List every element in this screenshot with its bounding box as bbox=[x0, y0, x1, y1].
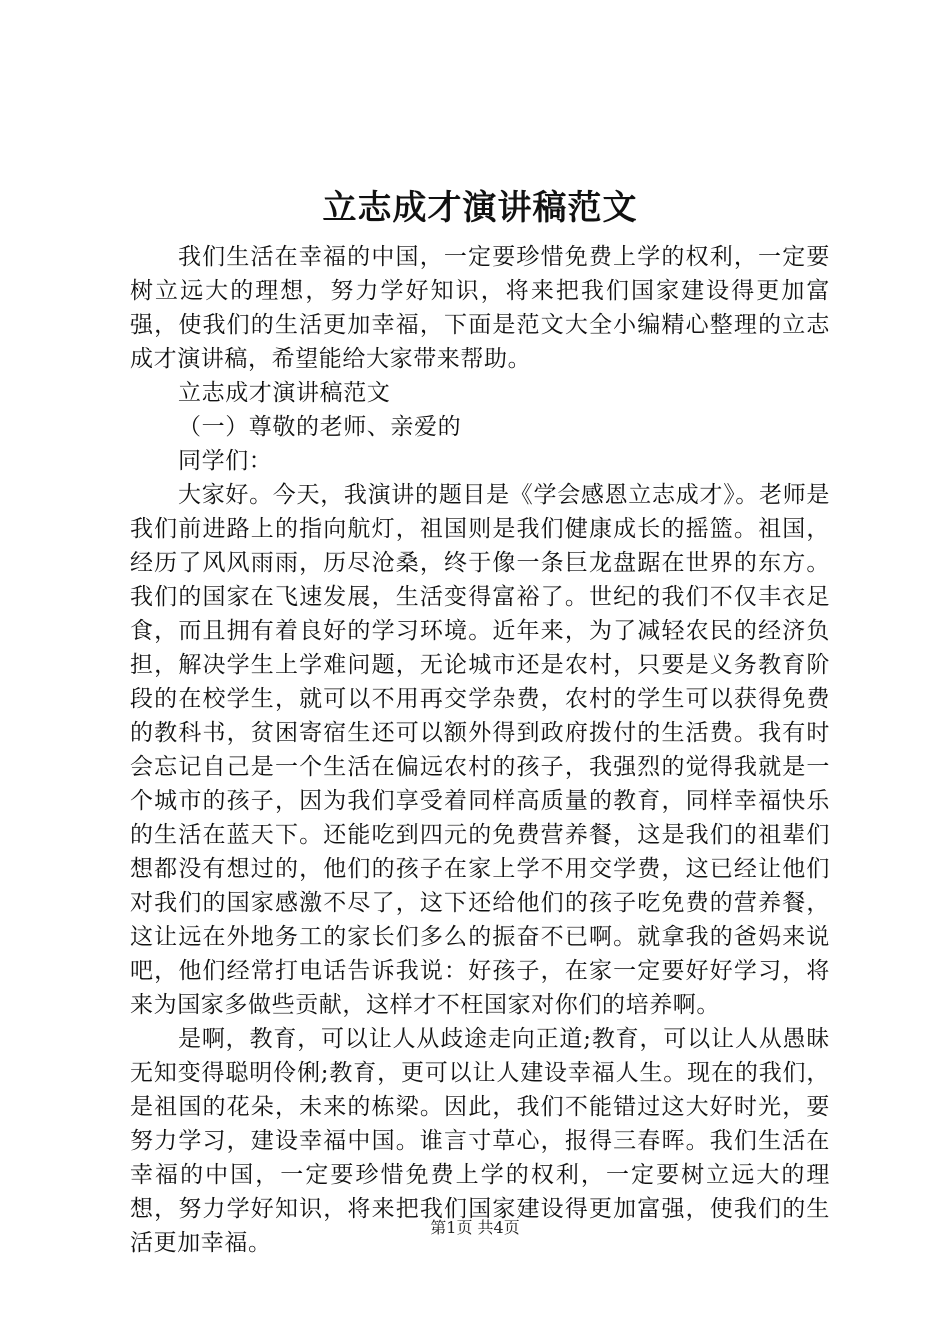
page-number-footer: 第1页 共4页 bbox=[430, 1218, 520, 1237]
paragraph-subtitle: 立志成才演讲稿范文 bbox=[178, 380, 391, 406]
paragraph-salutation-2: 同学们： bbox=[178, 448, 273, 474]
paragraph-conclusion: 是啊，教育，可以让人从歧途走向正道;教育，可以让人从愚昧无知变得聪明伶俐;教育，更可以让人建设幸福人生。现在的我们，是祖国的花朵，未来的栋梁。因此，我们不能错过这大好时光，要努力学习，建设幸福中国。谁言寸草心，报得三春晖。我们生活在幸福的中国，一定要珍惜免费上学的权利，一定要树立远大的理想，努力学好知识，将来把我们国家建设得更加富强，使我们的生活更加幸福。 bbox=[130, 1026, 830, 1256]
document-title: 立志成才演讲稿范文 bbox=[322, 188, 638, 228]
paragraph-intro: 我们生活在幸福的中国，一定要珍惜免费上学的权利，一定要树立远大的理想，努力学好知识，将来把我们国家建设得更加富强，使我们的生活更加幸福，下面是范文大全小编精心整理的立志成才演讲稿，希望能给大家带来帮助。 bbox=[130, 244, 830, 372]
paragraph-main: 大家好。今天，我演讲的题目是《学会感恩立志成才》。老师是我们前进路上的指向航灯，祖国则是我们健康成长的摇篮。祖国，经历了风风雨雨，历尽沧桑，终于像一条巨龙盘踞在世界的东方。我们的国家在飞速发展，生活变得富裕了。世纪的我们不仅丰衣足食，而且拥有着良好的学习环境。近年来，为了减轻农民的经济负担，解决学生上学难问题，无论城市还是农村，只要是义务教育阶段的在校学生，就可以不用再交学杂费，农村的学生可以获得免费的教科书，贫困寄宿生还可以额外得到政府拨付的生活费。我有时会忘记自己是一个生活在偏远农村的孩子，我强烈的觉得我就是一个城市的孩子，因为我们享受着同样高质量的教育，同样幸福快乐的生活在蓝天下。还能吃到四元的免费营养餐，这是我们的祖辈们想都没有想过的，他们的孩子在家上学不用交学费，这已经让他们对我们的国家感激不尽了，这下还给他们的孩子吃免费的营养餐，这让远在外地务工的家长们多么的振奋不已啊。就拿我的爸妈来说吧，他们经常打电话告诉我说：好孩子，在家一定要好好学习，将来为国家多做些贡献，这样才不枉国家对你们的培养啊。 bbox=[130, 482, 830, 1018]
document-body bbox=[130, 182, 830, 1260]
paragraph-salutation-1: （一）尊敬的老师、亲爱的 bbox=[178, 414, 462, 440]
